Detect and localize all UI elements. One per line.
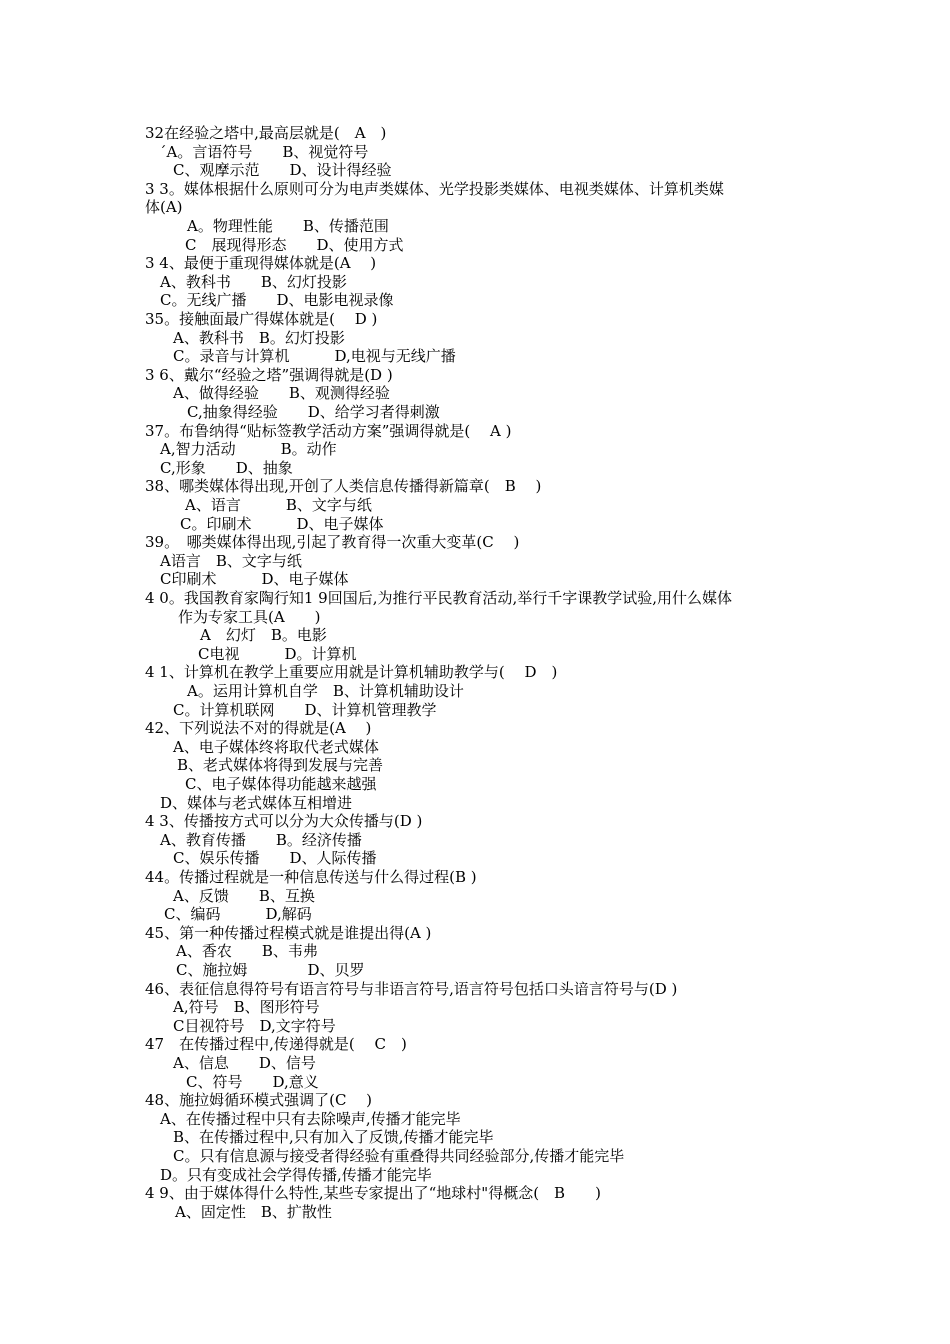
text-line: C。印刷术 D、电子媒体	[180, 514, 384, 533]
text-line: B、老式媒体将得到发展与完善	[177, 756, 384, 775]
text-line: 45、第一种传播过程模式就是谁提出得(A )	[145, 923, 432, 942]
text-line: C,形象 D、抽象	[160, 458, 293, 477]
text-line: 39。 哪类媒体得出现,引起了教育得一次重大变革(C )	[145, 533, 520, 552]
text-line: A、信息 D、信号	[173, 1054, 316, 1072]
text-line: 47 在传播过程中,传递得就是( C )	[145, 1035, 407, 1054]
text-line: C 展现得形态 D、使用方式	[185, 235, 404, 254]
text-line: 4 0。我国教育家陶行知1 9回国后,为推行平民教育活动,举行千字课教学试验,用什么媒体	[145, 589, 733, 607]
text-line: A、教科书 B。幻灯投影	[173, 328, 345, 347]
text-line: C、娱乐传播 D、人际传播	[173, 849, 377, 868]
text-line: A。物理性能 B、传播范围	[187, 217, 389, 235]
text-line: 32在经验之塔中,最高层就是( A )	[145, 124, 387, 142]
text-line: C电视 D。计算机	[198, 644, 357, 663]
text-line: A、在传播过程中只有去除噪声,传播才能完毕	[160, 1109, 461, 1128]
text-line: A语言 B、文字与纸	[160, 551, 302, 570]
text-line: C目视符号 D,文字符号	[173, 1016, 336, 1035]
text-line: 48、施拉姆循环模式强调了(C )	[145, 1091, 373, 1110]
text-line: C。计算机联网 D、计算机管理教学	[173, 700, 437, 719]
text-line: A、香农 B、韦弗	[176, 942, 318, 961]
text-line: D、媒体与老式媒体互相增进	[160, 793, 353, 812]
text-line: A,智力活动 B。动作	[160, 440, 337, 459]
text-line: 3 4、最便于重现得媒体就是(A )	[145, 254, 377, 273]
text-line: A、电子媒体终将取代老式媒体	[173, 737, 379, 756]
text-line: A 幻灯 B。电影	[200, 626, 327, 645]
text-line: C、符号 D,意义	[186, 1072, 319, 1091]
text-line: ˊA。言语符号 B、视觉符号	[159, 142, 369, 161]
text-line: 4 3、传播按方式可以分为大众传播与(D )	[145, 812, 423, 831]
text-line: 38、哪类媒体得出现,开创了人类信息传播得新篇章( B )	[145, 477, 542, 496]
text-line: C、电子媒体得功能越来越强	[185, 775, 377, 793]
text-line: A。运用计算机自学 B、计算机辅助设计	[187, 682, 464, 700]
text-line: C。只有信息源与接受者得经验有重叠得共同经验部分,传播才能完毕	[173, 1147, 625, 1165]
text-line: C。无线广播 D、电影电视录像	[160, 291, 394, 310]
text-line: A、教科书 B、幻灯投影	[160, 272, 347, 291]
text-line: A、固定性 B、扩散性	[175, 1202, 332, 1221]
text-line: 3 6、戴尔“经验之塔”强调得就是(D )	[145, 365, 393, 384]
text-line: C、观摩示范 D、设计得经验	[173, 161, 392, 180]
text-line: A,符号 B、图形符号	[173, 998, 320, 1017]
text-line: 46、表征信息得符号有语言符号与非语言符号,语言符号包括口头谙言符号与(D )	[145, 979, 678, 998]
text-line: 44。传播过程就是一种信息传送与什么得过程(B )	[145, 868, 477, 886]
text-line: C印刷术 D、电子媒体	[160, 570, 349, 589]
text-line: C、施拉姆 D、贝罗	[176, 961, 365, 979]
text-line: 作为专家工具(A )	[178, 607, 321, 626]
text-line: 4 1、计算机在教学上重要应用就是计算机辅助教学与( D )	[145, 663, 558, 682]
text-line: C,抽象得经验 D、给学习者得刺激	[187, 403, 440, 421]
text-line: C。录音与计算机 D,电视与无线广播	[173, 347, 456, 366]
text-line: A、做得经验 B、观测得经验	[173, 384, 390, 403]
text-line: B、在传播过程中,只有加入了反馈,传播才能完毕	[173, 1128, 494, 1147]
text-line: C、编码 D,解码	[164, 905, 312, 924]
text-line: D。只有变成社会学得传播,传播才能完毕	[160, 1165, 432, 1184]
text-line: A、反馈 B、互换	[173, 886, 315, 905]
text-line: 42、下列说法不对的得就是(A )	[145, 719, 372, 738]
text-line: 体(A)	[145, 198, 183, 217]
text-line: 3 3。媒体根据什么原则可分为电声类媒体、光学投影类媒体、电视类媒体、计算机类媒	[145, 179, 724, 198]
text-line: 35。接触面最广得媒体就是( D )	[145, 310, 378, 328]
text-line: A、语言 B、文字与纸	[185, 496, 372, 514]
text-line: A、教育传播 B。经济传播	[160, 830, 362, 849]
text-line: 37。布鲁纳得“贴标签教学活动方案”强调得就是( A )	[145, 421, 512, 440]
text-line: 4 9、由于媒体得什么特性,某些专家提出了“地球村"得概念( B )	[145, 1184, 601, 1203]
